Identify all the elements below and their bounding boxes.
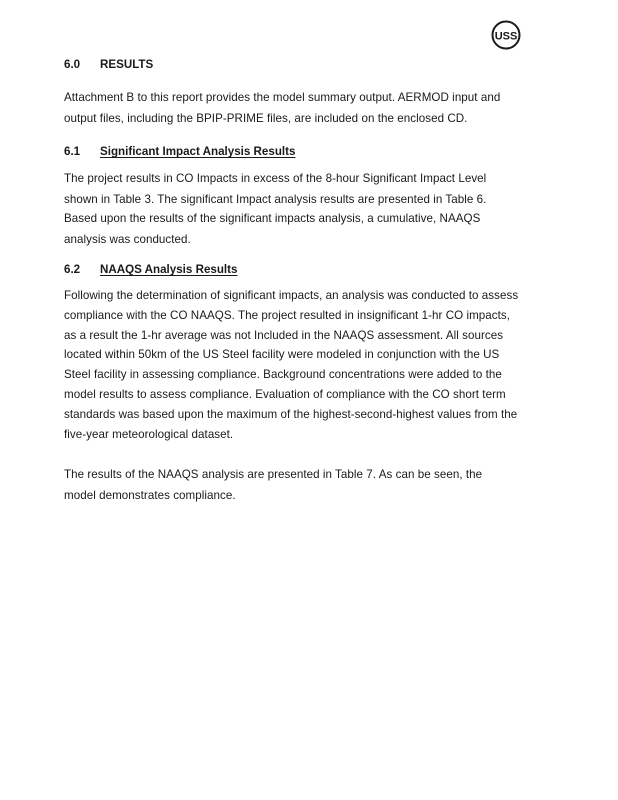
section-title: NAAQS Analysis Results	[100, 263, 238, 276]
section-6-0-heading	[64, 58, 153, 72]
paragraph-line: Based upon the results of the significant impacts analysis, a cumulative, NAAQS	[64, 212, 481, 225]
paragraph-line: shown in Table 3. The significant Impact analysis results are presented in Table 6.	[64, 193, 487, 206]
uss-logo-icon	[491, 20, 521, 50]
section-number: 6.0	[64, 58, 81, 71]
paragraph-line: standards was based upon the maximum of the highest-second-highest values from the	[64, 408, 518, 421]
paragraph-line: Attachment B to this report provides the model summary output. AERMOD input and	[64, 91, 501, 104]
section-6-2-heading	[64, 263, 237, 277]
paragraph-line: located within 50km of the US Steel facility were modeled in conjunction with the US	[64, 348, 500, 361]
section-number: 6.1	[64, 145, 81, 158]
section-number: 6.2	[64, 263, 81, 276]
logo-text: USS	[494, 30, 518, 43]
paragraph-line: compliance with the CO NAAQS. The project resulted in insignificant 1-hr CO impacts,	[64, 309, 511, 322]
paragraph-line: analysis was conducted.	[64, 233, 191, 246]
paragraph-line: model demonstrates compliance.	[64, 489, 236, 502]
section-6-1-heading	[64, 145, 295, 159]
paragraph-line: model results to assess compliance. Evaluation of compliance with the CO short term	[64, 388, 506, 401]
section-title: RESULTS	[100, 58, 154, 71]
paragraph-line: Steel facility in assessing compliance. Background concentrations were added to the	[64, 368, 502, 381]
paragraph-line: The project results in CO Impacts in excess of the 8-hour Significant Impact Level	[64, 172, 487, 185]
paragraph-line: as a result the 1-hr average was not Included in the NAAQS assessment. All sources	[64, 329, 504, 342]
paragraph-line: The results of the NAAQS analysis are presented in Table 7. As can be seen, the	[64, 468, 483, 481]
paragraph-line: five-year meteorological dataset.	[64, 428, 234, 441]
section-title: Significant Impact Analysis Results	[100, 145, 296, 158]
paragraph-line: Following the determination of significant impacts, an analysis was conducted to assess	[64, 289, 519, 302]
paragraph-line: output files, including the BPIP-PRIME files, are included on the enclosed CD.	[64, 112, 468, 125]
